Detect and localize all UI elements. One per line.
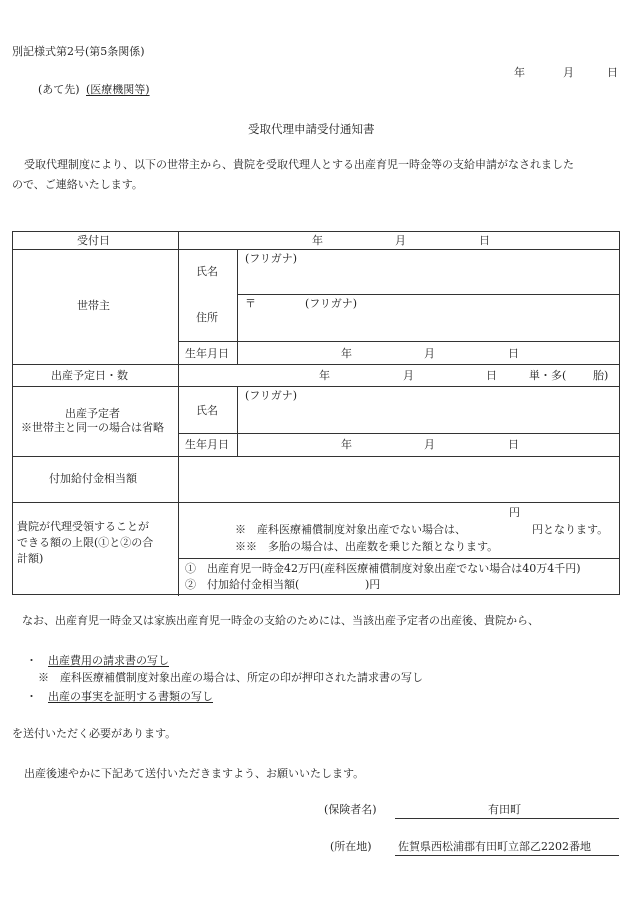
limit-item-2-prefix: ② 付加給付金相当額( — [185, 578, 300, 591]
expectant-birthdate-label: 生年月日 — [185, 438, 229, 451]
limit-yen: 円 — [509, 506, 520, 519]
body-paragraph-2: を送付いただく必要があります。 — [12, 727, 177, 740]
limit-note-1-suffix: 円となります。 — [532, 523, 609, 536]
expectant-note: ※世帯主と同一の場合は省略 — [21, 421, 164, 434]
householder-birth-year: 年 — [341, 347, 352, 360]
application-table — [12, 231, 620, 595]
intro-line-1: 受取代理制度により、以下の世帯主から、貴院を受取代理人とする出産育児一時金等の支給申請がなされました — [24, 158, 574, 171]
addressee-label: (あて先) — [38, 83, 80, 96]
limit-label-1: 貴院が代理受領することが — [17, 520, 149, 533]
expectant-birth-month: 月 — [424, 438, 435, 451]
additional-amount-label: 付加給付金相当額 — [49, 472, 137, 485]
limit-label-3: 計額) — [17, 552, 44, 565]
body-paragraph-3: 出産後速やかに下記あて送付いただきますよう、お願いいたします。 — [24, 767, 365, 780]
limit-note-2: ※※ 多胎の場合は、出産数を乗じた額となります。 — [235, 540, 499, 553]
header-date-day: 日 — [607, 66, 618, 79]
reception-day: 日 — [479, 234, 490, 247]
limit-note-1-prefix: ※ 産科医療補償制度対象出産でない場合は、 — [235, 523, 466, 536]
householder-birthdate-label: 生年月日 — [185, 347, 229, 360]
insurer-line — [395, 818, 619, 819]
due-date-label: 出産予定日・数 — [51, 369, 128, 382]
births-suffix: 胎) — [593, 369, 609, 382]
due-year: 年 — [319, 369, 330, 382]
reception-month: 月 — [395, 234, 406, 247]
expectant-birth-year: 年 — [341, 438, 352, 451]
body-paragraph-1: なお、出産育児一時金又は家族出産育児一時金の支給のためには、当該出産予定者の出産後、貴院から、 — [22, 614, 539, 627]
location-line — [395, 855, 619, 856]
header-date-year: 年 — [514, 66, 525, 79]
bullet-1-text: 出産費用の請求書の写し — [48, 654, 169, 667]
addressee-value: (医療機関等) — [86, 83, 150, 96]
reception-date-label: 受付日 — [77, 234, 110, 247]
insurer-label: (保険者名) — [324, 803, 377, 816]
householder-birth-month: 月 — [424, 347, 435, 360]
householder-name-label: 氏名 — [196, 265, 218, 278]
householder-address-label: 住所 — [196, 311, 218, 324]
householder-furigana: (フリガナ) — [245, 252, 298, 265]
householder-birth-day: 日 — [508, 347, 519, 360]
expectant-furigana: (フリガナ) — [245, 389, 298, 402]
reception-year: 年 — [312, 234, 323, 247]
insurer-value: 有田町 — [488, 803, 521, 816]
due-month: 月 — [403, 369, 414, 382]
bullet-2-mark: ・ — [26, 690, 37, 703]
householder-label: 世帯主 — [77, 299, 110, 312]
single-multi: 単・多( — [529, 369, 567, 382]
limit-label-2: できる額の上限(①と②の合 — [17, 536, 154, 549]
form-number: 別記様式第2号(第5条関係) — [12, 45, 145, 58]
expectant-name-label: 氏名 — [196, 404, 218, 417]
intro-line-2: ので、ご連絡いたします。 — [12, 178, 143, 191]
expectant-label: 出産予定者 — [65, 407, 120, 420]
limit-item-2-suffix: )円 — [365, 578, 381, 591]
bullet-2-text: 出産の事実を証明する書類の写し — [48, 690, 213, 703]
bullet-1-note: ※ 産科医療補償制度対象出産の場合は、所定の印が押印された請求書の写し — [38, 671, 423, 684]
expectant-birth-day: 日 — [508, 438, 519, 451]
postal-mark: 〒 — [245, 297, 256, 310]
location-label: (所在地) — [330, 840, 372, 853]
limit-item-1: ① 出産育児一時金42万円(産科医療補償制度対象出産でない場合は40万4千円) — [185, 562, 581, 575]
address-furigana: (フリガナ) — [305, 297, 358, 310]
location-value: 佐賀県西松浦郡有田町立部乙2202番地 — [398, 840, 591, 853]
due-day: 日 — [486, 369, 497, 382]
document-title: 受取代理申請受付通知書 — [248, 122, 375, 136]
bullet-1-mark: ・ — [26, 654, 37, 667]
header-date-month: 月 — [563, 66, 574, 79]
